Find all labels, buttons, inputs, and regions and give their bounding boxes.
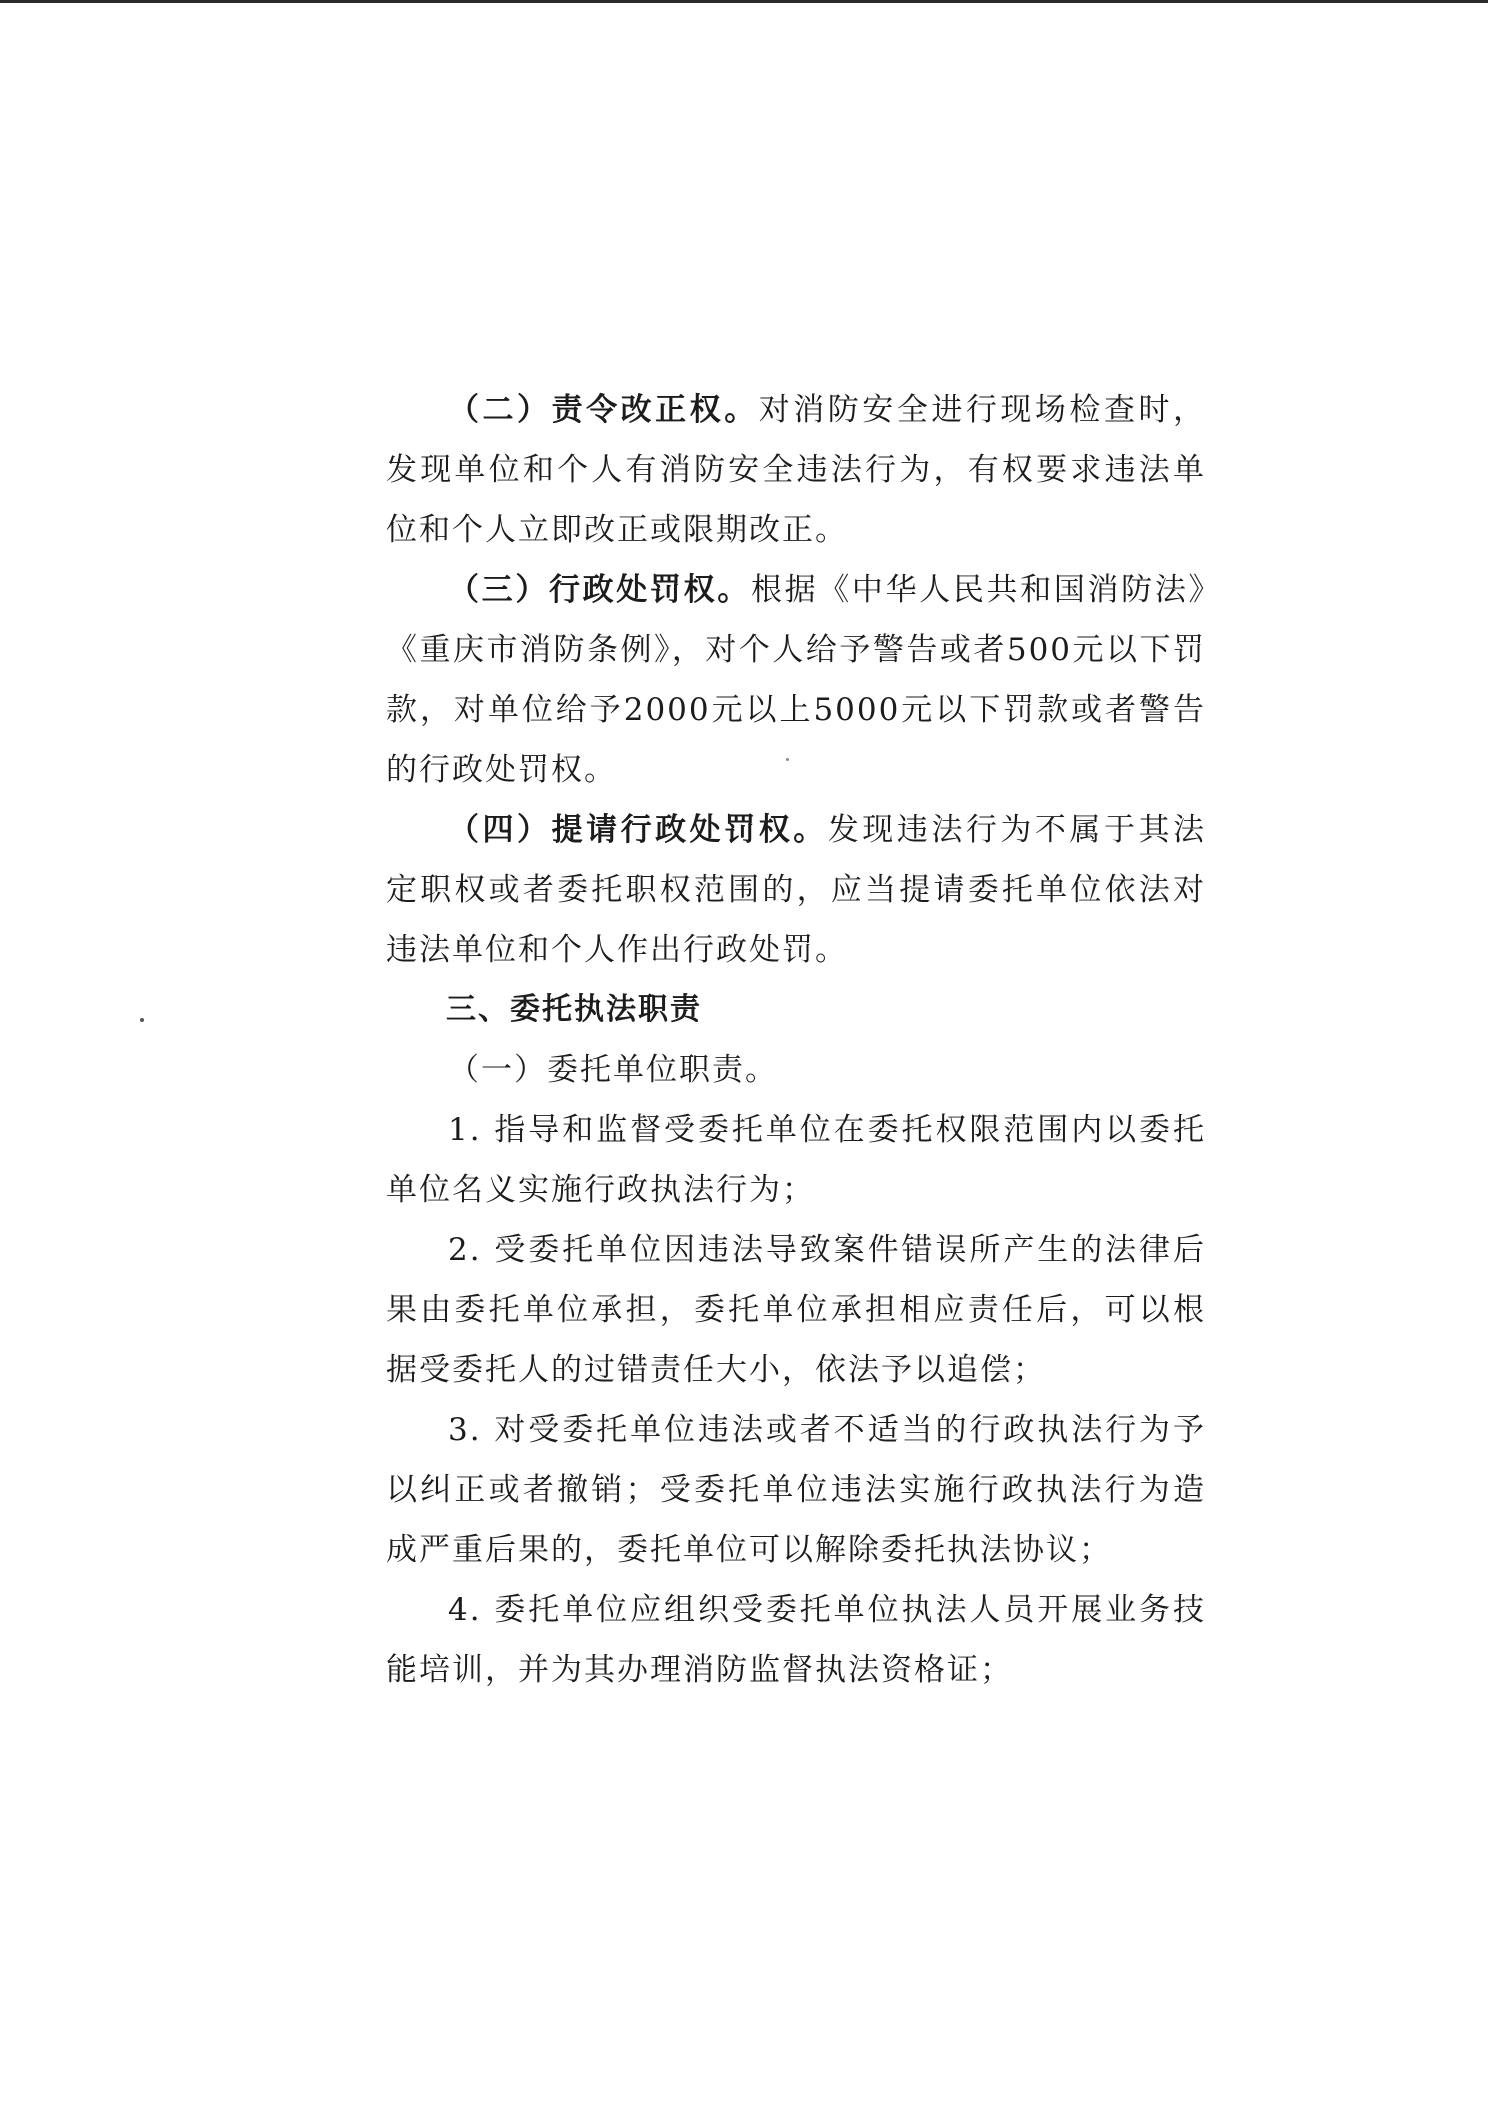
paragraph-text: 对消防安全进行现场检查时，发现单位和个人有消防安全违法行为，有权要求违法单位和个人立即改正或限期改正。	[386, 392, 1207, 548]
list-item: 2. 受委托单位因违法导致案件错误所产生的法律后果由委托单位承担，委托单位承担相应责任后，可以根据受委托人的过错责任大小，依法予以追偿；	[386, 1232, 1206, 1388]
subsection-heading: （一）委托单位职责。	[448, 1052, 778, 1088]
paragraph-text: 发现违法行为不属于其法定职权或者委托职权范围的，应当提请委托单位依法对违法单位和个人作出行政处罚。	[386, 812, 1207, 968]
scan-speck	[140, 1018, 144, 1022]
paragraph-rectification-power	[386, 380, 1206, 560]
paragraph-lead: （三）行政处罚权。	[448, 572, 751, 608]
list-item: 4. 委托单位应组织受委托单位执法人员开展业务技能培训，并为其办理消防监督执法资格证；	[386, 1592, 1206, 1688]
paragraph-lead: （二）责令改正权。	[448, 392, 759, 428]
paragraph-administrative-penalty-power	[386, 560, 1206, 800]
paragraph-lead: （四）提请行政处罚权。	[448, 812, 828, 848]
document-body	[386, 380, 1206, 1700]
list-item: 1. 指导和监督受委托单位在委托权限范围内以委托单位名义实施行政执法行为；	[386, 1112, 1206, 1208]
paragraph-request-penalty-power	[386, 800, 1206, 980]
section-heading: 三、委托执法职责	[446, 992, 702, 1027]
page-top-edge	[0, 0, 1488, 3]
paragraph-text: 根据《中华人民共和国消防法》《重庆市消防条例》，对个人给予警告或者500元以下罚款，对单位给予2000元以上5000元以下罚款或者警告的行政处罚权。	[386, 572, 1207, 788]
list-item: 3. 对受委托单位违法或者不适当的行政执法行为予以纠正或者撤销；受委托单位违法实施行政执法行为造成严重后果的，委托单位可以解除委托执法协议；	[386, 1412, 1206, 1568]
